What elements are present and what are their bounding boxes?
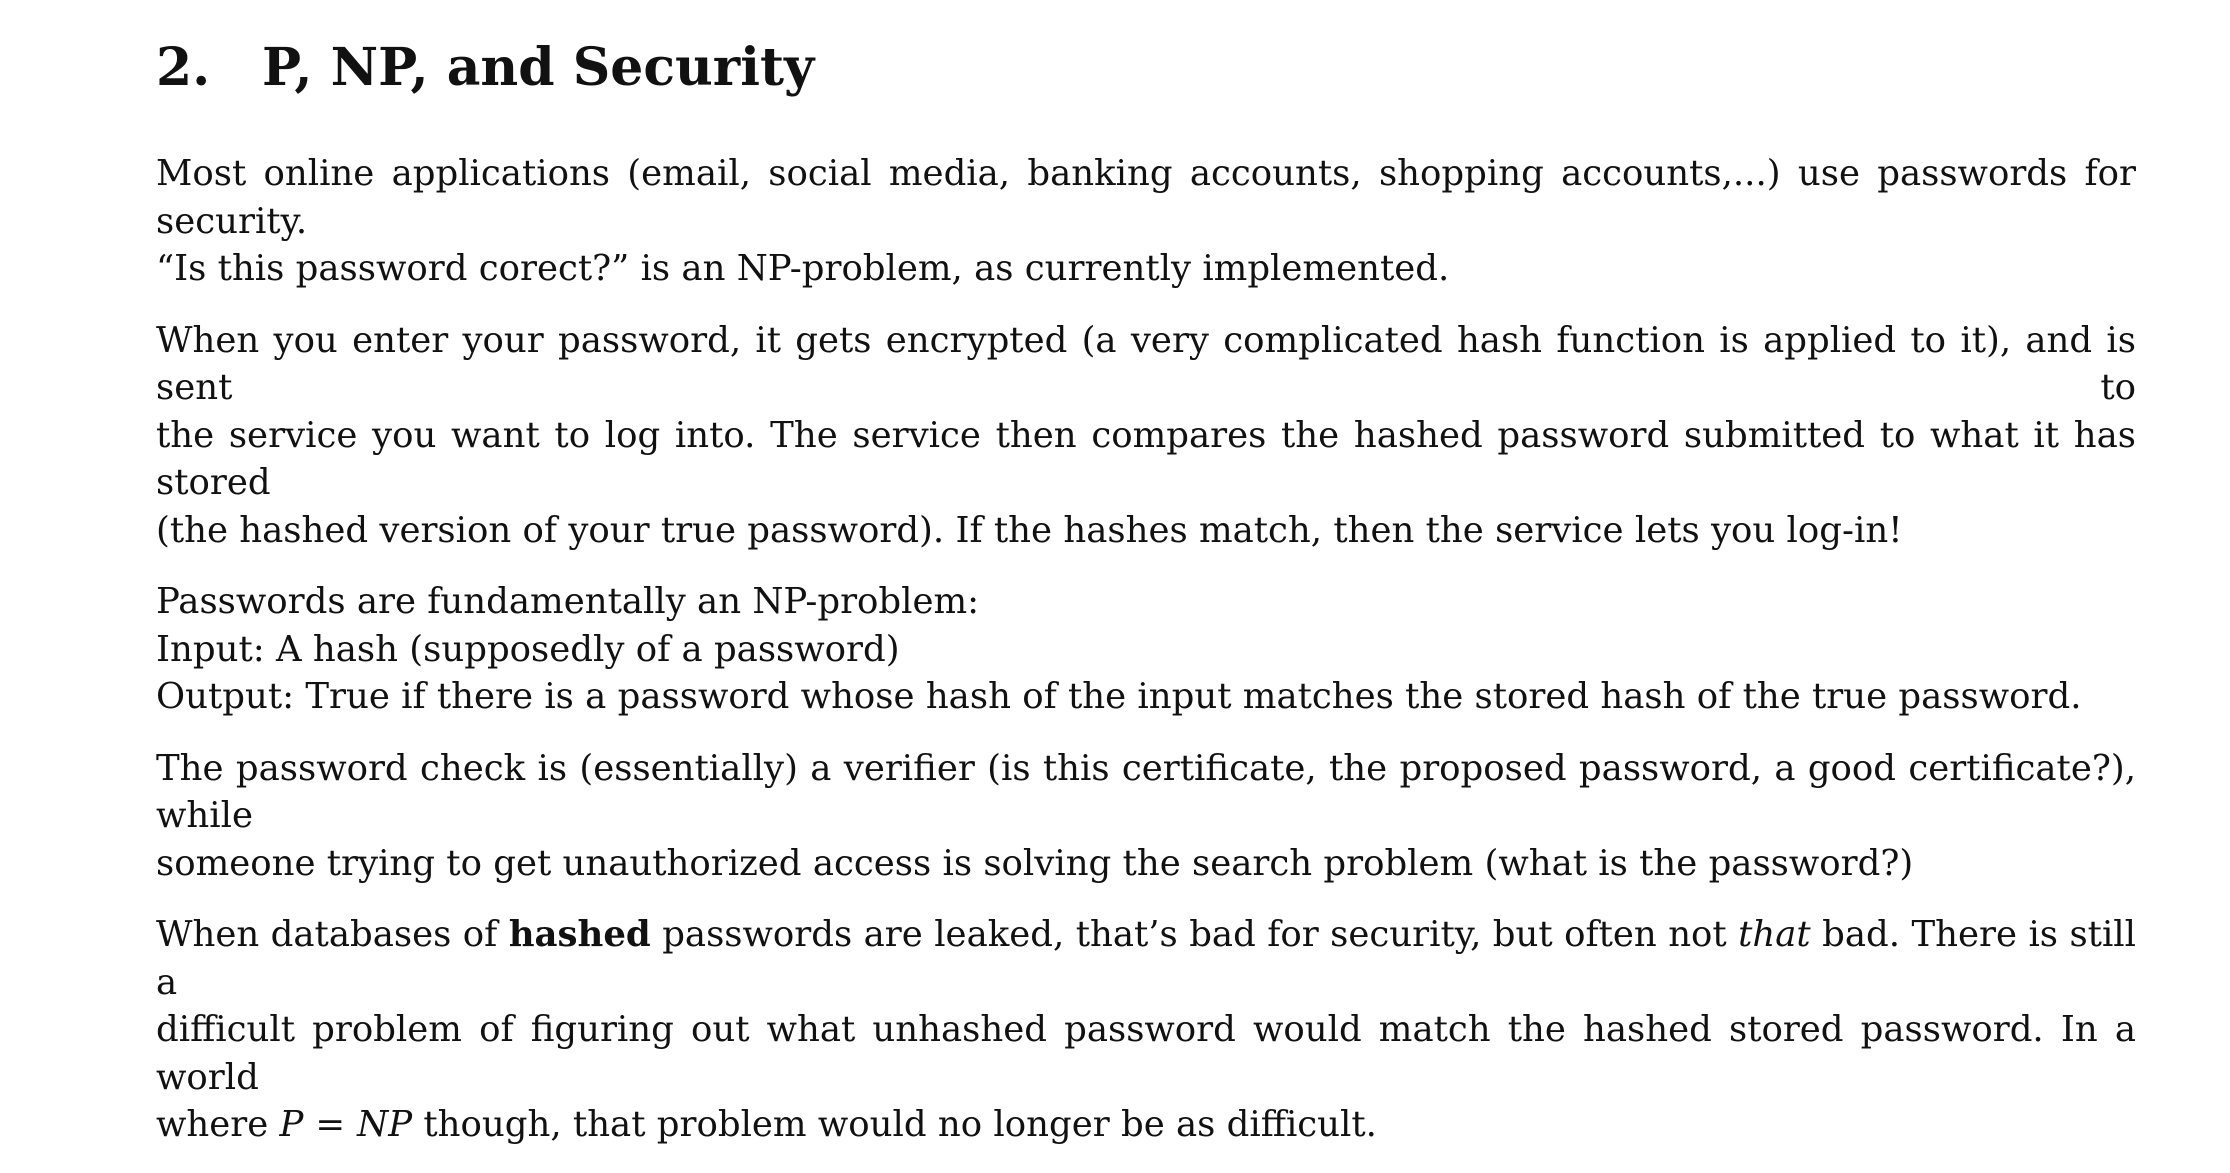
paragraph-3-line-3: Output: True if there is a password whose hash of the input matches the stored hash of the true password. [156, 676, 2082, 717]
paragraph-3 [156, 578, 2136, 721]
p5-text-b: passwords are leaked, that’s bad for security, but often not [650, 914, 1739, 955]
p5-text-where: where [156, 1104, 280, 1145]
paragraph-2-line-1: When you enter your password, it gets encrypted (a very complicated hash function is applied to it), and is sent to [156, 319, 2136, 408]
math-equation [280, 1104, 413, 1145]
paragraph-3-line-2: Input: A hash (supposedly of a password) [156, 628, 900, 670]
document-page [156, 36, 2136, 1173]
paragraph-1-line-1: Most online applications (email, social media, banking accounts, shopping accounts,...) use passwords for security. [156, 153, 2136, 242]
paragraph-2-line-3: (the hashed version of your true password). If the hashes match, then the service lets you log-in! [156, 509, 1903, 551]
p5-text-a: When databases of [156, 914, 509, 955]
paragraph-1-line-2: “Is this password corect?” is an NP-problem, as currently implemented. [156, 248, 1450, 289]
p5-text-end: though, that problem would no longer be as difficult. [412, 1104, 1377, 1145]
p5-text-c: bad. There is still a [156, 914, 2137, 1003]
paragraph-1 [156, 150, 2136, 293]
p5-bold-hashed: hashed [508, 914, 651, 955]
paragraph-5 [156, 911, 2136, 1149]
paragraph-5-line-1 [156, 911, 2136, 1006]
math-operator: = [315, 1104, 346, 1145]
section-title: P, NP, and Security [262, 37, 815, 98]
paragraph-4-line-2: someone trying to get unauthorized access is solving the search problem (what is the password?) [156, 842, 1914, 884]
paragraph-5-line-3 [156, 1101, 2136, 1149]
paragraph-2-line-2: the service you want to log into. The service then compares the hashed password submitted to what it has stored [156, 414, 2136, 503]
section-heading [156, 36, 2136, 100]
math-right: NP [357, 1104, 413, 1145]
paragraph-4 [156, 745, 2136, 888]
paragraph-2 [156, 317, 2136, 555]
paragraph-5-line-2: difficult problem of figuring out what unhashed password would match the hashed stored password. In a world [156, 1009, 2136, 1098]
paragraph-3-line-1: Passwords are fundamentally an NP-problem: [156, 581, 980, 622]
p5-italic-that: that [1738, 914, 1811, 955]
paragraph-4-line-1: The password check is (essentially) a verifier (is this certificate, the proposed password, a good certificate?), while [156, 747, 2136, 836]
math-left: P [279, 1104, 304, 1145]
section-number: 2. [156, 37, 211, 98]
